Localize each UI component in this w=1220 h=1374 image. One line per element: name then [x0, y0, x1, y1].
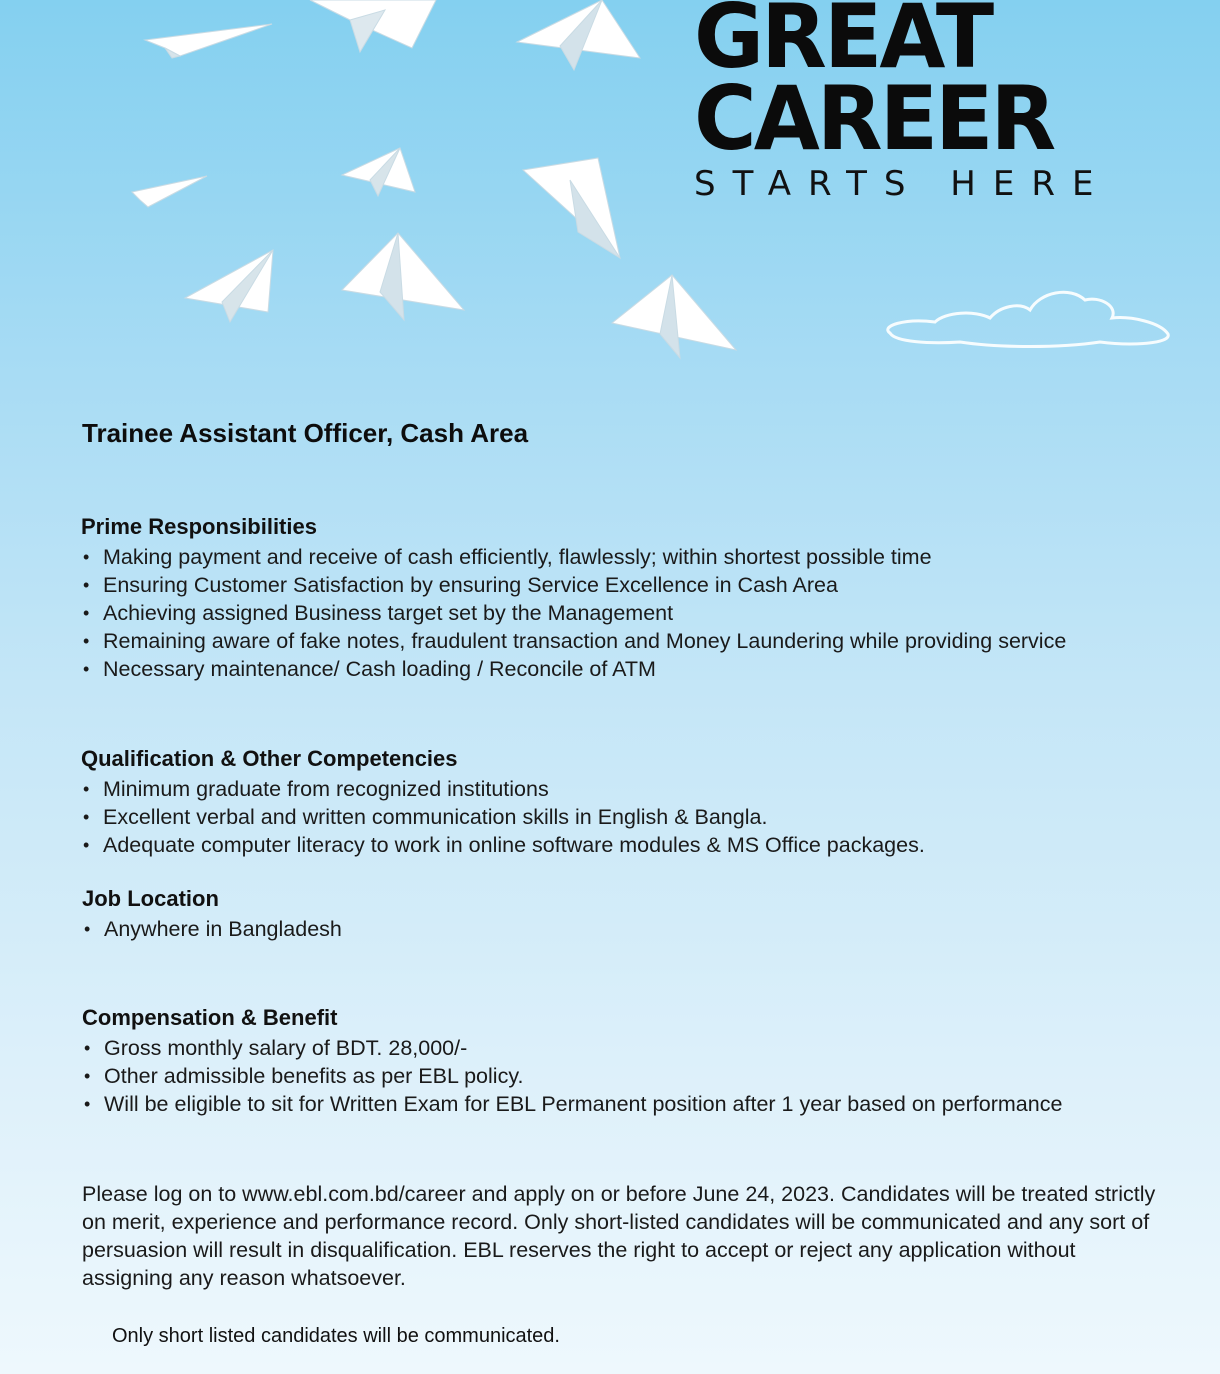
list-item: • Remaining aware of fake notes, fraudulent transaction and Money Laundering while providing service [81, 627, 1181, 655]
location-list [82, 915, 1182, 943]
paper-plane-icon [145, 24, 272, 56]
headline-tagline: STARTS HERE [694, 164, 1111, 204]
qualifications-heading: Qualification & Other Competencies [81, 746, 458, 771]
qualifications-section [81, 745, 1181, 859]
list-item: • Achieving assigned Business target set by the Management [81, 599, 1181, 627]
location-heading: Job Location [82, 886, 219, 911]
cloud-icon [888, 292, 1169, 346]
compensation-list [82, 1034, 1182, 1118]
great-career-headline [694, 0, 1110, 204]
job-title: Trainee Assistant Officer, Cash Area [82, 418, 529, 448]
responsibilities-section [81, 513, 1181, 683]
location-section [82, 885, 1182, 943]
list-item: • Adequate computer literacy to work in online software modules & MS Office packages. [81, 831, 1181, 859]
list-item: • Other admissible benefits as per EBL policy. [82, 1062, 1182, 1090]
list-item: • Making payment and receive of cash efficiently, flawlessly; within shortest possible time [81, 543, 1181, 571]
list-item: • Anywhere in Bangladesh [82, 915, 1182, 943]
list-item: • Minimum graduate from recognized institutions [81, 775, 1181, 803]
headline-line-1: GREAT [694, 0, 992, 88]
paper-plane-icon [132, 176, 207, 207]
compensation-section [82, 1004, 1182, 1118]
shortlist-note: Only short listed candidates will be communicated. [112, 1325, 560, 1347]
qualifications-list [81, 775, 1181, 859]
responsibilities-heading: Prime Responsibilities [81, 514, 317, 539]
responsibilities-list [81, 543, 1181, 683]
list-item: • Will be eligible to sit for Written Exam for EBL Permanent position after 1 year based on performance [82, 1090, 1182, 1118]
compensation-heading: Compensation & Benefit [82, 1005, 338, 1030]
application-instructions: Please log on to www.ebl.com.bd/career and apply on or before June 24, 2023. Candidates will be treated strictly on merit, experience and performance record. Only short-listed candidates will be communicated and any sort of persuasion will result in disqualification. EBL reserves the right to accept or reject any application without assigning any reason whatsoever. [82, 1182, 1156, 1290]
list-item: • Necessary maintenance/ Cash loading / Reconcile of ATM [81, 655, 1181, 683]
list-item: • Excellent verbal and written communication skills in English & Bangla. [81, 803, 1181, 831]
list-item: • Gross monthly salary of BDT. 28,000/- [82, 1034, 1182, 1062]
headline-line-2: CAREER [694, 67, 1054, 170]
list-item: • Ensuring Customer Satisfaction by ensuring Service Excellence in Cash Area [81, 571, 1181, 599]
